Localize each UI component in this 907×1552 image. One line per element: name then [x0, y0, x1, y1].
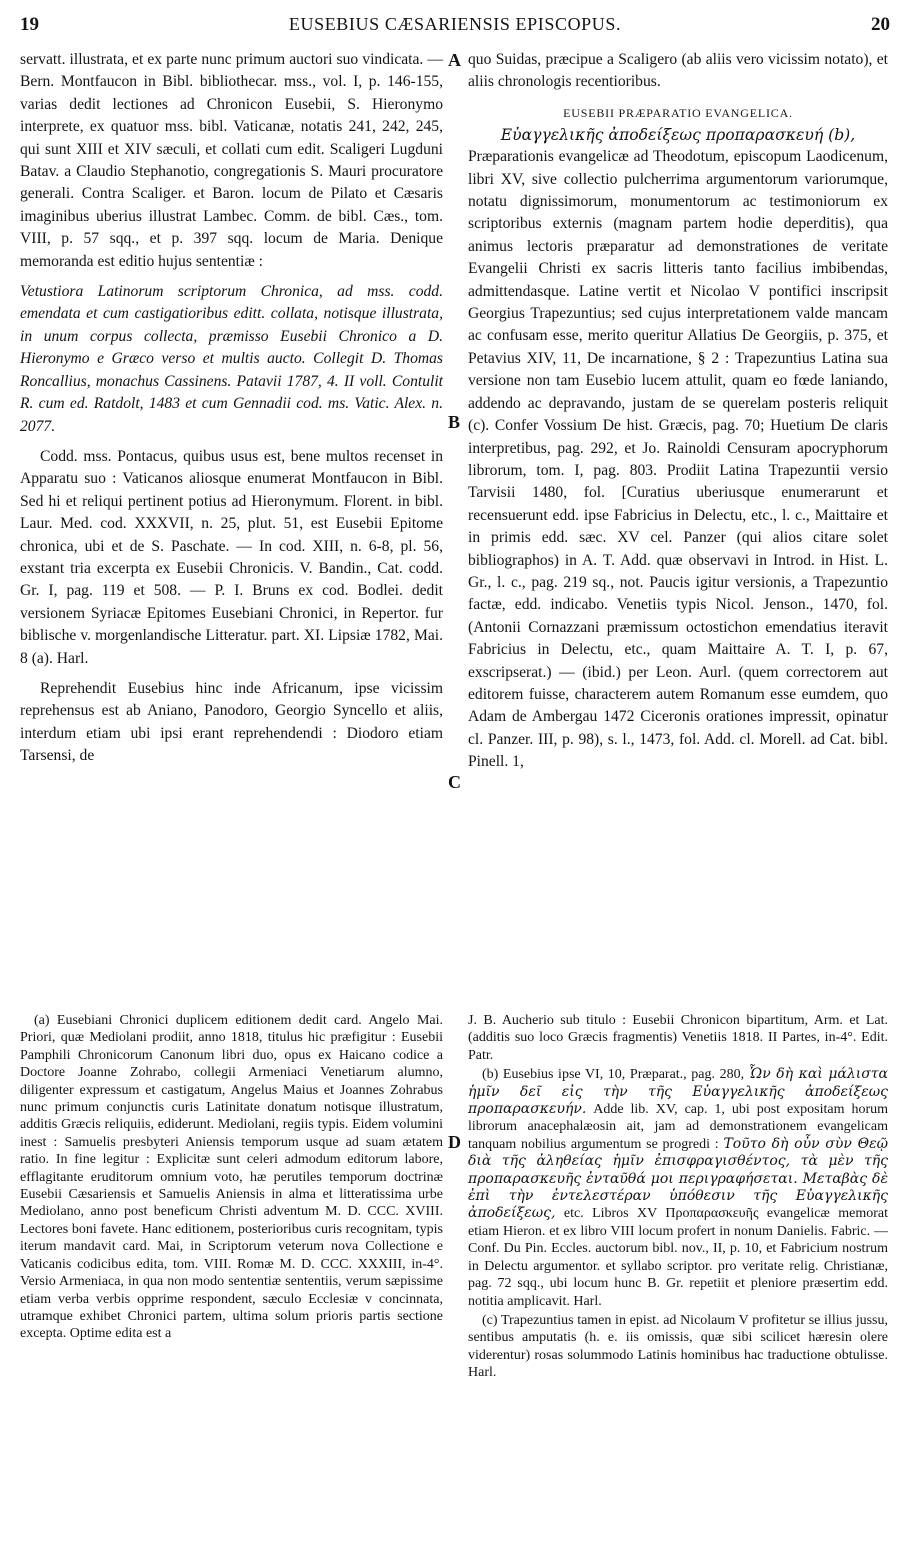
footnote-b-greek-2: Τοῦτο δὴ οὖν σὺν Θεῷ διὰ τῆς ἀληθείας ἡμῖν ἐπισφραγισθέντος, τὰ μὲν τῆς προπαρασκευῆς ἐνταῦθά μοι περιγραφήσεται. Μεταβὰς δὲ ἐπὶ τὴν ἐντελεστέραν ὑπόθεσιν τῆς Εὐαγγελικῆς ἀποδείξεως, — [468, 1135, 889, 1222]
running-header — [20, 14, 890, 44]
right-column — [468, 49, 888, 782]
page-number-right: 20 — [871, 14, 890, 35]
running-title: EUSEBIUS CÆSARIENSIS EPISCOPUS. — [288, 14, 622, 34]
footnote-b-latin-3: etc. Libros XV Προπαρασκευῆς evangelicæ memorat etiam Hieron. et ex libro VIII locum profert in nonum Danielis. Fabric. — Conf. Du Pin. Eccles. auctorum bibl. nov., II, p. 10, et Fabricium nostrum in Delectu argumentor. et syllabo scriptor. pro veritate relig. Christianæ, pag. 72 sqq., ubi locum hunc B. Gr. repetiit et pleniore præsertim edd. notitia amplicavit. Harl. — [468, 1206, 889, 1309]
left-paragraph-4: Reprehendit Eusebius hinc inde Africanum, ipse vicissim reprehensus est ab Aniano, Panodoro, Georgio Syncello et aliis, interdum etiam ubi ipsi erant reprehendendi : Diodoro etiam Tarsensi, de — [20, 679, 443, 765]
left-column — [20, 49, 443, 776]
margin-marker-d: D — [448, 1132, 461, 1152]
footnote-a: (a) Eusebiani Chronici duplicem editionem dedit card. Angelo Mai. Priori, quæ Mediolani prodiit, anno 1818, titulus hic præfigitur : Eusebii Pamphili Chronicorum Canonum libri duo, opus ex Haicano codice a Doctore Joanne Zohrabo, collegii Armeniaci Venetiarum alumno, diligenter expressum et castigatum, Angelus Maius et Joannes Zohrabus nunc primum conjunctis curis Latinitate donatum notisque illustratum, additis Græcis reliquiis, ediderunt. Mediolani, regiis typis. Eidem volumini inest : Samuelis presbyteri Aniensis temporum usque ad suam ætatem ratio. In fine legitur : Explicitæ sunt celeri admodum editorum labore, efflagitante eruditorum omnium voto, hæ perutiles temporum doctrinæ Eusebii Cæsariensis et Samuelis Aniensis in alma et litteratissima urbe Mediolano, anno post beneficum Christi adventum M. D. CCC. XVIII. Lectores boni favete. Hanc editionem, posterioribus curis recognitam, typis iterum mandavit card. Mai, in Scriptorum veterum nova Collectione e Vaticanis codicibus edita, tom. VIII. Romæ M. D. CCC. XXXIII, in-4°. Versio Armeniaca, in qua non modo sententiæ sententiis, verum sæpissime etiam verba verbis opprime respondent, sæculo Ecclesiæ v concinnata, utramque exhibet Chronici partem, ultima solum prioris partis sectione excepta. Optime edita est a — [20, 1013, 443, 1342]
footnote-c: (c) Trapezuntius tamen in epist. ad Nicolaum V profitetur se illius jussu, sentibus amputatis (h. e. iis omissis, quæ sibi scilicet hæresin olere viderentur) rosas solummodo Latinis hominibus hac traductione obtulisse. Harl. — [468, 1312, 888, 1381]
section-heading: EUSEBII PRÆPARATIO EVANGELICA. — [563, 105, 793, 120]
left-paragraph-3: Codd. mss. Pontacus, quibus usus est, bene multos recenset in Apparatu suo : Vaticanos aliosque enumerat Montfaucon in Bibl. Sed hi et reliqui pertinent potius ad Hieronymum. Florent. in bibl. Laur. Med. cod. XXXVII, n. 25, plut. 51, est Eusebii Epitome chronica, ubi et de S. Paschate. — In cod. XIII, n. 6-8, pl. 56, exstant tria excerpta ex Eusebii Chronicis. V. Bandin., Cat. codd. Gr. I, pag. 119 et 508. — P. I. Bruns ex cod. Bodlei. dedit versionem Syriacæ Epitomes Eusebiani Chronici, in Repertor. fur biblische v. morgenlandische Litteratur. part. XI. Lipsiæ 1782, Mai. 8 (a). Harl. — [20, 447, 443, 667]
left-paragraph-2: Vetustiora Latinorum scriptorum Chronica, ad mss. codd. emendata et cum castigatioribus editt. collata, notisque illustrata, in unum corpus collecta, præmisso Eusebii Chronico a D. Hieronymo e Græco verso et multis aucto. Collegit D. Thomas Roncallius, monachus Cassinens. Patavii 1787, 4. II voll. Contulit R. cum ed. Ratdolt, 1483 et cum Gennadii cod. ms. Vatic. Alex. n. 2077. — [20, 283, 443, 435]
margin-marker-a: A — [448, 50, 461, 70]
right-paragraph-2: Præparationis evangelicæ ad Theodotum, episcopum Laodicenum, libri XV, sive collectio pulcherrima argumentorum variorumque, notatu dignissimorum, monumentorum ac testimoniorum ex scriptoribus externis (magnam partem hodie deperditis), qua animus lectoris præparatur ad demonstrationes de veritate Evangelii Christi ex sacris litteris tanto facilius imbibendas, admittendasque. Latine vertit et Nicolao V pontifici inscripsit Georgius Trapezuntius; sed cujus interpretationem valde mancam ac confusam esse, merito queritur Allatius De Georgiis, p. 375, et Petavius XIV, 11, De incarnatione, § 2 : Trapezuntius Latina sua versione non tam Eusebio lucem attulit, quam eo fœde laniando, addendo ac depravando, justam de se querelam posteris reliquit (c). Confer Vossium De hist. Græcis, pag. 70; Huetium De claris interpretibus, pag. 292, et Jo. Rainoldi Censuram apocryphorum librorum, tom. I, pag. 803. Prodiit Latina Trapezuntii versio Tarvisii 1480, fol. [Curatius uberiusque enumerarunt et recensuerunt edd. ipse Fabricius in Delectu, etc., l. c., Maittaire et in primis edd. sæc. XV cel. Panzer (qui alios citare solet bibliographos) in A. T. Add. quæ observavi in Introd. in Hist. L. Gr., l. c., pag. 219 sq., not. Paucis igitur versionis, a Trapezuntio factæ, edd. indicabo. Venetiis typis Nicol. Jenson., 1470, fol. (Antonii Cornazzani præmissum octostichon emendatius iteravit Fabricius in Delectu, etc., quam Maittaire A. T. I, p. 67, exscripserat.) — (ibid.) per Leon. Aurl. (quem correctorem aut editorem fuisse, characterem autem Romanum esse eumdem, quo Adam de Ambergau 1472 Ciceronis orationes impressit, opinatur cl. Panzer. III, p. 98), s. l., 1473, fol. Add. cl. Morell. ad Cat. bibl. Pinell. 1, — [468, 148, 888, 771]
greek-title: Εὐαγγελικῆς ἀποδείξεως προπαρασκευή (b), — [500, 125, 856, 144]
footnote-b — [468, 1066, 888, 1310]
footnote-a-continued: J. B. Aucherio sub titulo : Eusebii Chronicon bipartitum, Arm. et Lat. (additis suo loco Græcis fragmentis) Venetiis 1818. II Partes, in-4°. Edit. Patr. — [468, 1013, 888, 1063]
right-paragraph-1: quo Suidas, præcipue a Scaligero (ab aliis vero vicissim notato), et aliis chronologis recentioribus. — [468, 51, 888, 91]
footnotes-right — [468, 1012, 888, 1384]
footnote-b-latin-1: (b) Eusebius ipse VI, 10, Præparat., pag. 280, — [482, 1067, 745, 1083]
footnote-b-latin-2: Adde lib. XV, cap. 1, ubi post expositam horum librorum anacephalæosin ait, jam ad demonstrationem evangelicam tanquam nobilius argumentum se progredi : — [468, 1102, 888, 1152]
left-paragraph-1: servatt. illustrata, et ex parte nunc primum auctori suo vindicata. — Bern. Montfaucon in Bibl. bibliothecar. mss., vol. I, p. 146-155, varias dedit lectiones ad Chronicon Eusebii, S. Hieronymo interprete, ex quatuor mss. bibl. Vaticanæ, notatis 241, 242, 245, qui sunt XIII et XIV sæculi, et collati cum edit. Scaligeri Lugduni Batav. a Claudio Stephanotio, congregationis S. Mauri procuratore generali. Contra Scaliger. et Baron. locum de Pilato et Cæsaris imaginibus uberius illustrat Lambec. Comm. de bibl. Cæs., tom. VIII, p. 57 sqq., et p. 397 sqq. locum de Maria. Denique memoranda est editio hujus sententiæ : — [20, 51, 443, 270]
footnote-b-greek-1: Ὧν δὴ καὶ μάλιστα ἡμῖν δεῖ εἰς τὴν τῆς Εὐαγγελικῆς ἀποδείξεως προπαρασκευήν. — [468, 1066, 888, 1118]
margin-marker-b: B — [448, 412, 461, 432]
footnotes-left — [20, 1012, 443, 1345]
margin-marker-c: C — [448, 772, 461, 792]
page-number-left: 19 — [20, 14, 39, 35]
